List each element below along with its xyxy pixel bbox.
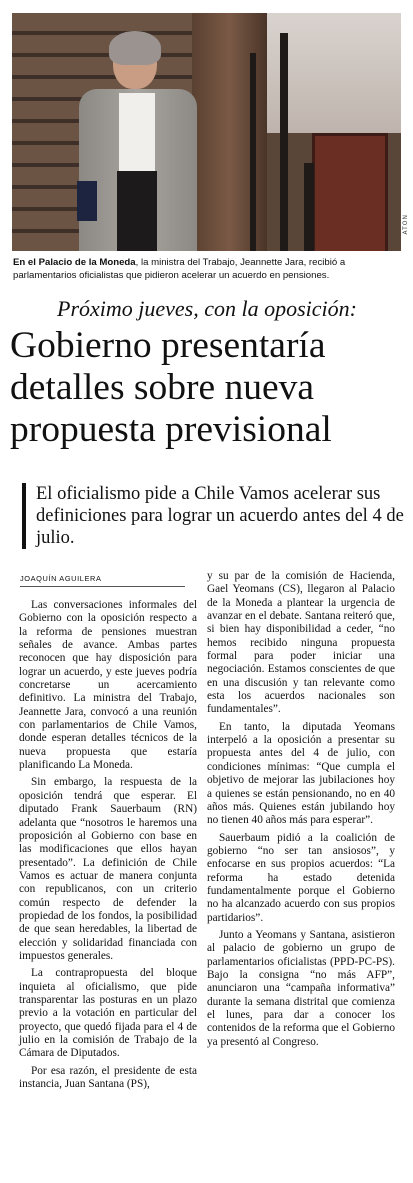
headline-line: propuesta previsional bbox=[10, 409, 332, 450]
headline-line: Gobierno presentaría bbox=[10, 325, 326, 366]
lead-paragraph: El oficialismo pide a Chile Vamos acelerar sus definiciones para lograr un acuerdo antes del 4 de julio. bbox=[22, 483, 411, 549]
paragraph: Sin embargo, la respuesta de la oposición tendrá que esperar. El diputado Frank Sauerbaum (RN) adelanta que “nosotros le haremos una proposición al Gobierno con base en las modificaciones que ellos hayan presentado”. La definición de Chile Vamos es actuar de manera conjunta con republicanos, con un criterio común respecto de defender la propiedad de los fondos, la posibilidad de que sean heredables, la libertad de elección y solidaridad financiada con impuestos generales. bbox=[19, 776, 197, 962]
body-column-1 bbox=[19, 599, 197, 1095]
minister-figure bbox=[67, 31, 207, 251]
photo-caption bbox=[13, 256, 402, 282]
paragraph: Las conversaciones informales del Gobierno con la oposición respecto a la reforma de pensiones muestran señales de avance. Ambas partes reconocen que hay disposición para lograr un acuerdo, y este jueves podría concretarse un acercamiento definitivo. La ministra del Trabajo, Jeannette Jara, convocó a una reunión con parlamentarios de Chile Vamos, donde esperan detalles técnicos de la nueva propuesta que estaría planificando La Moneda. bbox=[19, 599, 197, 772]
body-column-2 bbox=[207, 570, 395, 1053]
paragraph: Junto a Yeomans y Santana, asistieron al palacio de gobierno un grupo de parlamentarios oficialistas (PPD-PC-PS). Bajo la consigna “no más AFP”, anunciaron una “campaña informativa” durante la semana distrital que comienza el lunes, para dar a conocer los contenidos de la reforma que el Gobierno ya presentó al Congreso. bbox=[207, 928, 395, 1048]
caption-text: , la ministra del Trabajo, Jeannette Jara, recibió a parlamentarios oficialistas que pidieron acelerar un acuerdo en pensiones. bbox=[13, 257, 346, 281]
paragraph: y su par de la comisión de Hacienda, Gael Yeomans (CS), llegaron al Palacio de la Moneda a plantear la urgencia de avanzar en el debate. Santana reiteró que, si bien hay disponibilidad a ceder, “no hemos recibido ninguna propuesta formal para poder iniciar una negociación. Estamos conscientes de que en una discusión y tan relevante como esta los acuerdos nacionales son fundamentales”. bbox=[207, 570, 395, 716]
article-photo bbox=[12, 13, 401, 251]
headline bbox=[10, 325, 404, 451]
paragraph: Por esa razón, el presidente de esta instancia, Juan Santana (PS), bbox=[19, 1064, 197, 1091]
caption-bold: En el Palacio de la Moneda bbox=[13, 257, 136, 268]
paragraph: En tanto, la diputada Yeomans interpeló a la oposición a presentar su propuesta antes del 4 de julio, con condiciones mínimas: “Que cumpla el objetivo de mejorar las jubilaciones hoy a quienes se están pensionando, no en 40 años más. Quienes están jubilando hoy no tienen 40 años más para esperar”. bbox=[207, 720, 395, 827]
kicker: Próximo jueves, con la oposición: bbox=[57, 296, 357, 321]
paragraph: Sauerbaum pidió a la coalición de gobierno “no ser tan ansiosos”, y enfocarse en sus propios acuerdos: “La reforma ha estado detenida fundamentalmente porque el Gobierno no ha alcanzado acuerdo con sus propios partidarios”. bbox=[207, 831, 395, 924]
paragraph: La contrapropuesta del bloque inquieta al oficialismo, que pide transparentar las posturas en un plazo previo a la votación en particular del proyecto, que quedó fijada para el 4 de julio en la comisión de Trabajo de la Cámara de Diputados. bbox=[19, 967, 197, 1060]
headline-line: detalles sobre nueva bbox=[10, 367, 315, 408]
photo-credit: ATON bbox=[402, 214, 409, 235]
byline: JOAQUÍN AGUILERA bbox=[20, 574, 185, 587]
